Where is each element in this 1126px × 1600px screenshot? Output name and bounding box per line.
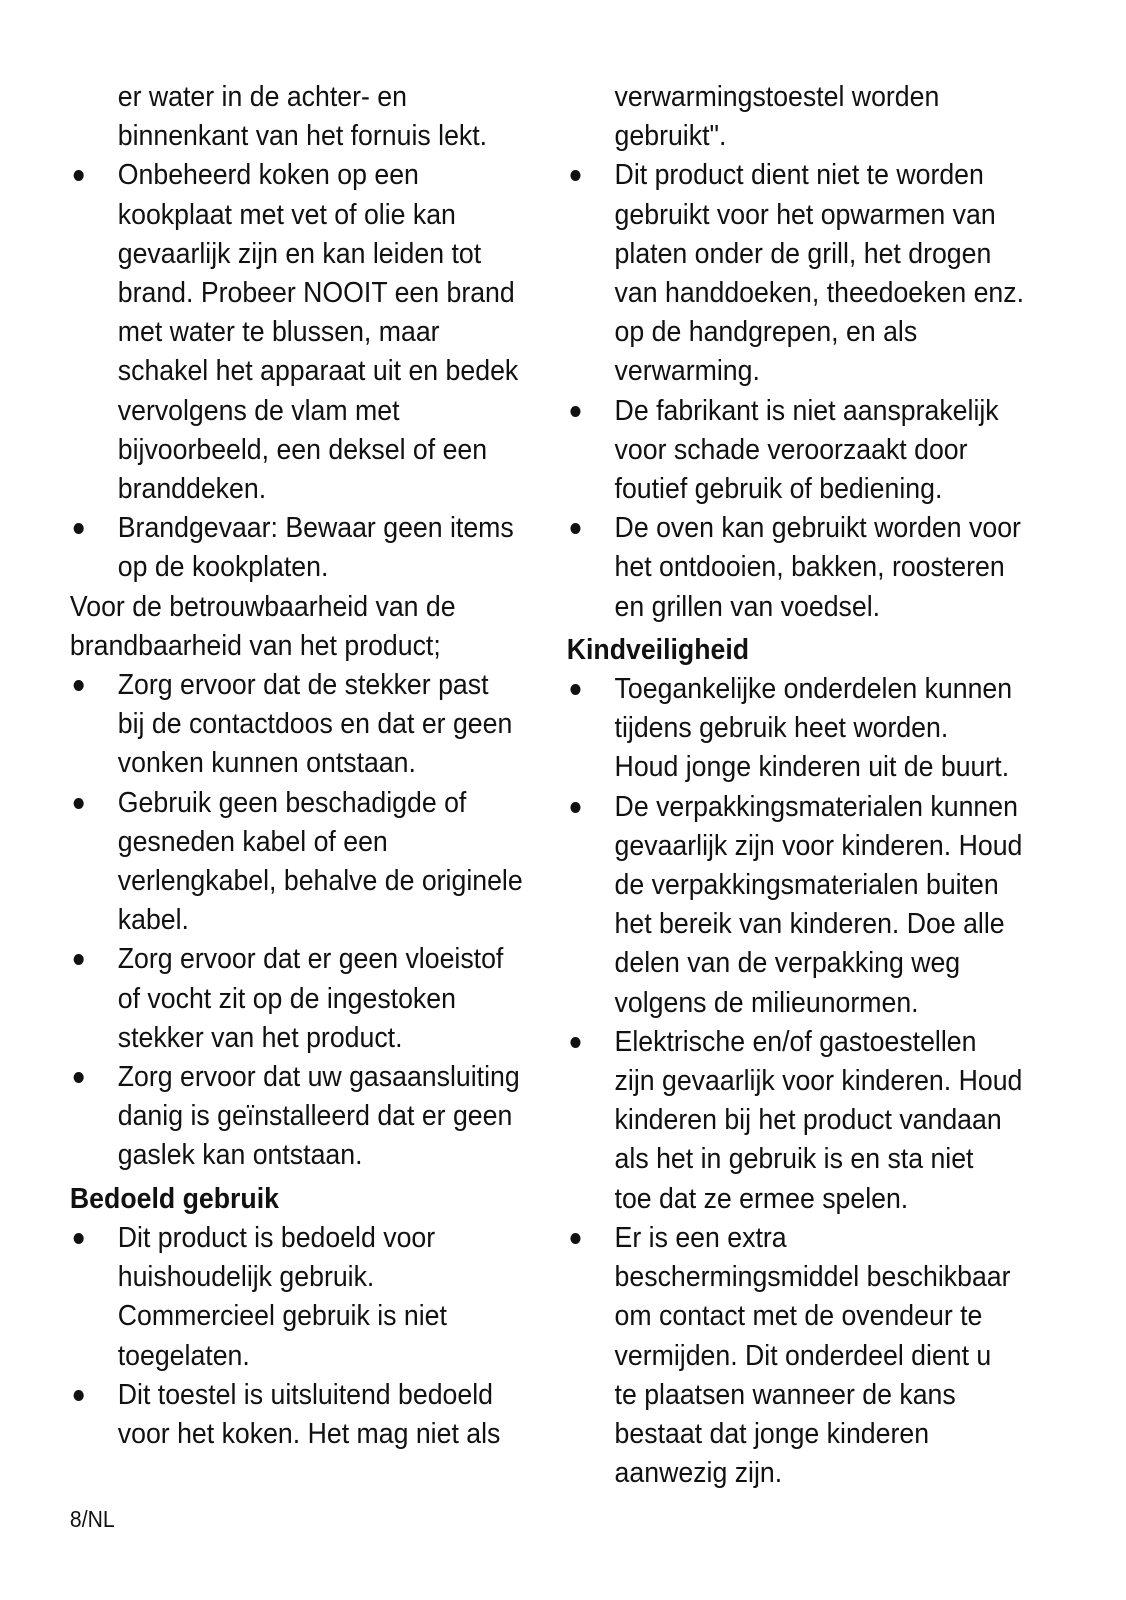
list-item — [70, 1058, 530, 1176]
bullet-icon — [570, 1037, 580, 1048]
bullet-icon — [570, 170, 580, 181]
bullet-icon — [570, 684, 580, 695]
list-item — [567, 1023, 1027, 1219]
bullet-icon — [74, 1233, 84, 1244]
list-item-text: Elektrische en/of gastoestellen zijn gevaarlijk voor kinderen. Houd kinderen bij het product vandaan als het in gebruik is en sta niet toe dat ze ermee spelen. — [614, 1025, 1023, 1215]
list-item-text: De verpakkingsmaterialen kunnen gevaarlijk zijn voor kinderen. Houd de verpakkingsmaterialen buiten het bereik van kinderen. Doe alle delen van de verpakking weg volgens de milieunormen. — [614, 790, 1023, 1019]
list-item-text: Zorg ervoor dat uw gasaansluiting danig is geïnstalleerd dat er geen gaslek kan ontstaan. — [117, 1061, 520, 1172]
bullet-icon — [570, 1233, 580, 1244]
list-item-text: Dit product is bedoeld voor huishoudelijk gebruik. Commercieel gebruik is niet toegelaten. — [117, 1221, 447, 1372]
bullet-icon — [570, 802, 580, 813]
list-item-text: Toegankelijke onderdelen kunnen tijdens gebruik heet worden. Houd jonge kinderen uit de buurt. — [614, 673, 1013, 784]
paragraph: Voor de betrouwbaarheid van de brandbaarheid van het product; — [69, 590, 456, 662]
list-item-text: De oven kan gebruikt worden voor het ontdooien, bakken, roosteren en grillen van voedsel. — [614, 512, 1021, 623]
list-item-text: Gebruik geen beschadigde of gesneden kabel of een verlengkabel, behalve de originele kabel. — [117, 786, 523, 937]
list-item-text: Dit product dient niet te worden gebruikt voor het opwarmen van platen onder de grill, het drogen van handdoeken, theedoeken enz. op de handgrepen, en als verwarming. — [614, 159, 1025, 388]
bullet-icon — [74, 680, 84, 691]
list-item — [567, 1219, 1027, 1493]
list-item-text: Zorg ervoor dat de stekker past bij de contactdoos en dat er geen vonken kunnen ontstaan. — [117, 669, 513, 780]
list-item-text: Dit toestel is uitsluitend bedoeld voor het koken. Het mag niet als — [117, 1378, 501, 1450]
section-heading: Kindveiligheid — [566, 633, 750, 666]
list-item — [567, 670, 1027, 788]
bullet-icon — [570, 406, 580, 417]
section-heading: Bedoeld gebruik — [69, 1182, 279, 1215]
list-item — [567, 156, 1027, 391]
bullet-icon — [74, 523, 84, 534]
bullet-icon — [74, 1390, 84, 1401]
bullet-icon — [74, 170, 84, 181]
continuation-text: er water in de achter- en binnenkant van het fornuis lekt. — [117, 81, 488, 153]
list-item-text: Brandgevaar: Bewaar geen items op de kookplaten. — [117, 512, 514, 584]
list-item — [70, 509, 530, 587]
page-number: 8/NL — [69, 1506, 115, 1532]
bullet-icon — [74, 798, 84, 809]
left-column — [70, 78, 530, 1454]
list-item — [70, 940, 530, 1058]
bullet-icon — [74, 954, 84, 965]
continuation-text: verwarmingstoestel worden gebruikt". — [614, 81, 940, 153]
list-item-text: Zorg ervoor dat er geen vloeistof of vocht zit op de ingestoken stekker van het product. — [117, 943, 504, 1054]
list-item — [567, 392, 1027, 510]
list-item — [70, 1376, 530, 1454]
list-item — [567, 788, 1027, 1023]
list-item — [70, 784, 530, 941]
list-item — [567, 509, 1027, 627]
list-item — [70, 156, 530, 509]
list-item-text: Er is een extra beschermingsmiddel beschikbaar om contact met de ovendeur te vermijden. Dit onderdeel dient u te plaatsen wanneer de kans bestaat dat jonge kinderen aanwezig zijn. — [614, 1221, 1011, 1490]
list-item — [70, 666, 530, 784]
list-item-text: Onbeheerd koken op een kookplaat met vet of olie kan gevaarlijk zijn en kan leiden tot brand. Probeer NOOIT een brand met water te blussen, maar schakel het apparaat uit en bedek vervolgens de vlam met bijvoorbeeld, een deksel of een branddeken. — [117, 159, 519, 506]
bullet-icon — [74, 1072, 84, 1083]
right-column — [567, 78, 1027, 1493]
bullet-icon — [570, 523, 580, 534]
list-item-text: De fabrikant is niet aansprakelijk voor schade veroorzaakt door foutief gebruik of bediening. — [614, 394, 999, 506]
list-item — [70, 1219, 530, 1376]
